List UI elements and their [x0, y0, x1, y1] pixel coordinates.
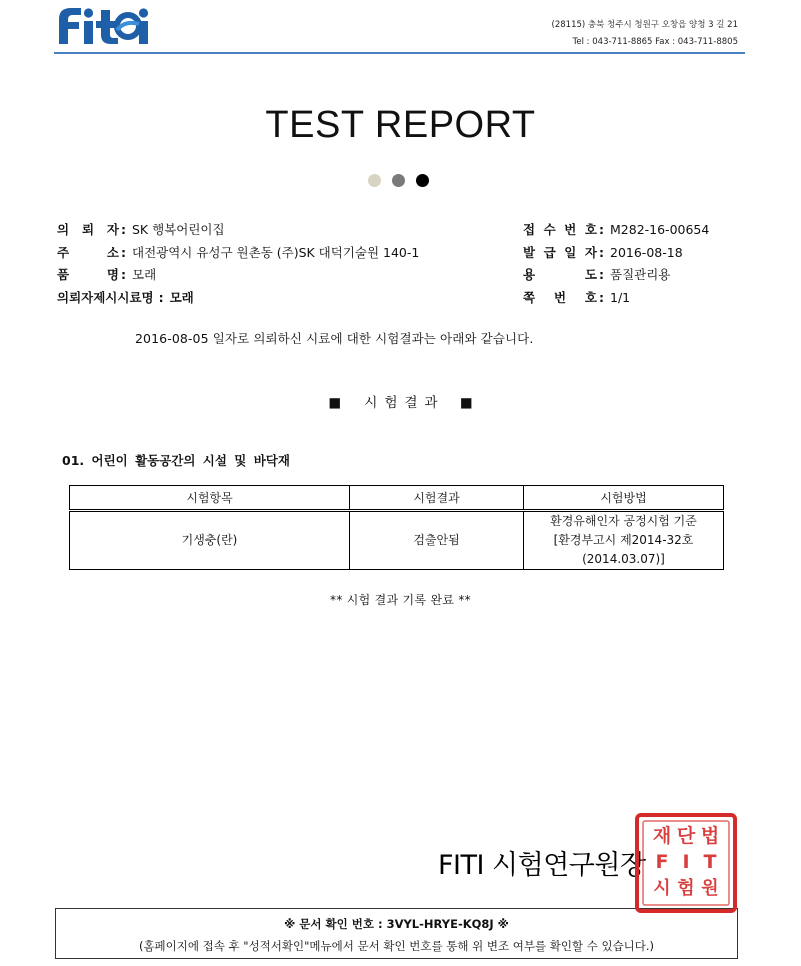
contact-text: Tel : 043-711-8865 Fax : 043-711-8805 [572, 37, 738, 47]
svg-text:법: 법 [700, 825, 720, 847]
issue-date-label: 발 급 일 자 [523, 244, 597, 260]
cell-test-method [524, 511, 724, 570]
header-test-item: 시험항목 [70, 486, 350, 511]
client-info-block [57, 219, 419, 309]
page-no-label: 쪽 번 호 [523, 289, 597, 305]
header-test-result: 시험결과 [350, 486, 524, 511]
product-label: 품 명 [57, 267, 119, 282]
dot-dark [416, 174, 429, 187]
svg-text:I: I [682, 851, 690, 873]
header-contact-block [552, 17, 738, 51]
address-row: 주 소 : 대전광역시 유성구 원촌동 (주)SK 대덕기술원 140-1 [57, 242, 419, 265]
title-dots [368, 174, 429, 187]
svg-text:단: 단 [676, 825, 696, 847]
svg-text:재: 재 [652, 825, 672, 847]
product-value: 모래 [132, 267, 157, 282]
address-value: 대전광역시 유성구 원촌동 (주)SK 대덕기술원 140-1 [132, 244, 420, 260]
verification-footer [55, 908, 738, 959]
verification-note: (홈페이지에 접속 후 "성적서확인"메뉴에서 문서 확인 번호를 통해 위 변조 여부를 확인할 수 있습니다.) [138, 939, 655, 953]
table-row [70, 511, 724, 570]
address-label: 주 소 [57, 244, 119, 260]
svg-text:험: 험 [677, 878, 695, 899]
requester-label: 의 뢰 자 [57, 222, 119, 237]
sample-name-value: 모래 [169, 289, 194, 305]
purpose-label: 용 도 [523, 267, 597, 282]
issue-date-value: 2016-08-18 [610, 244, 683, 260]
header-test-method: 시험방법 [524, 486, 724, 511]
svg-text:F: F [655, 851, 669, 873]
square-bullet-icon: ■ [459, 395, 473, 411]
cell-test-item: 기생충(란) [70, 511, 350, 570]
report-title: TEST REPORT [265, 104, 536, 146]
item-heading: 01. 어린이 활동공간의 시설 및 바닥재 [62, 453, 290, 468]
requester-row: 의 뢰 자 : SK 행복어린이집 [57, 219, 419, 242]
fiti-logo [55, 2, 185, 46]
header-divider [54, 52, 745, 54]
intro-text: 2016-08-05 일자로 의뢰하신 시료에 대한 시험결과는 아래와 같습니다. [135, 331, 534, 346]
page-no-row: 쪽 번 호 : 1/1 [523, 287, 709, 310]
square-bullet-icon: ■ [328, 395, 342, 411]
verification-number: ※ 문서 확인 번호 : 3VYL-HRYE-KQ8J ※ [284, 917, 509, 931]
method-line: (2014.03.07)] [582, 552, 665, 566]
sample-name-row: 의뢰자제시시료명 : 모래 [57, 287, 419, 310]
results-table [69, 485, 724, 570]
report-info-block [523, 219, 709, 309]
signature-text: FITI 시험연구원장 [438, 850, 646, 881]
official-seal-stamp [634, 812, 738, 914]
issue-date-row: 발 급 일 자 : 2016-08-18 [523, 242, 709, 265]
method-line: 환경유해인자 공정시험 기준 [550, 514, 697, 528]
purpose-row: 용 도 : 품질관리용 [523, 264, 709, 287]
purpose-value: 품질관리용 [610, 267, 671, 282]
receipt-no-value: M282-16-00654 [610, 222, 710, 237]
dot-light [368, 174, 381, 187]
method-line: [환경부고시 제2014-32호 [553, 533, 694, 547]
svg-text:T: T [703, 851, 717, 873]
svg-text:원: 원 [701, 878, 719, 899]
product-row: 품 명 : 모래 [57, 264, 419, 287]
completion-text: ** 시험 결과 기록 완료 ** [330, 593, 471, 607]
section-title [0, 391, 801, 411]
page-no-value: 1/1 [610, 289, 631, 305]
svg-text:시: 시 [653, 878, 671, 899]
sample-name-label: 의뢰자제시시료명 [57, 289, 154, 305]
requester-value: SK 행복어린이집 [132, 222, 225, 237]
dot-mid [392, 174, 405, 187]
receipt-no-row: 접 수 번 호 : M282-16-00654 [523, 219, 709, 242]
receipt-no-label: 접 수 번 호 [523, 222, 597, 237]
cell-test-result: 검출안됨 [350, 511, 524, 570]
address-text: (28115) 충북 청주시 청원구 오창읍 양청 3 길 21 [551, 20, 738, 30]
section-title-text: 시험결과 [364, 395, 445, 411]
table-header-row [70, 486, 724, 511]
